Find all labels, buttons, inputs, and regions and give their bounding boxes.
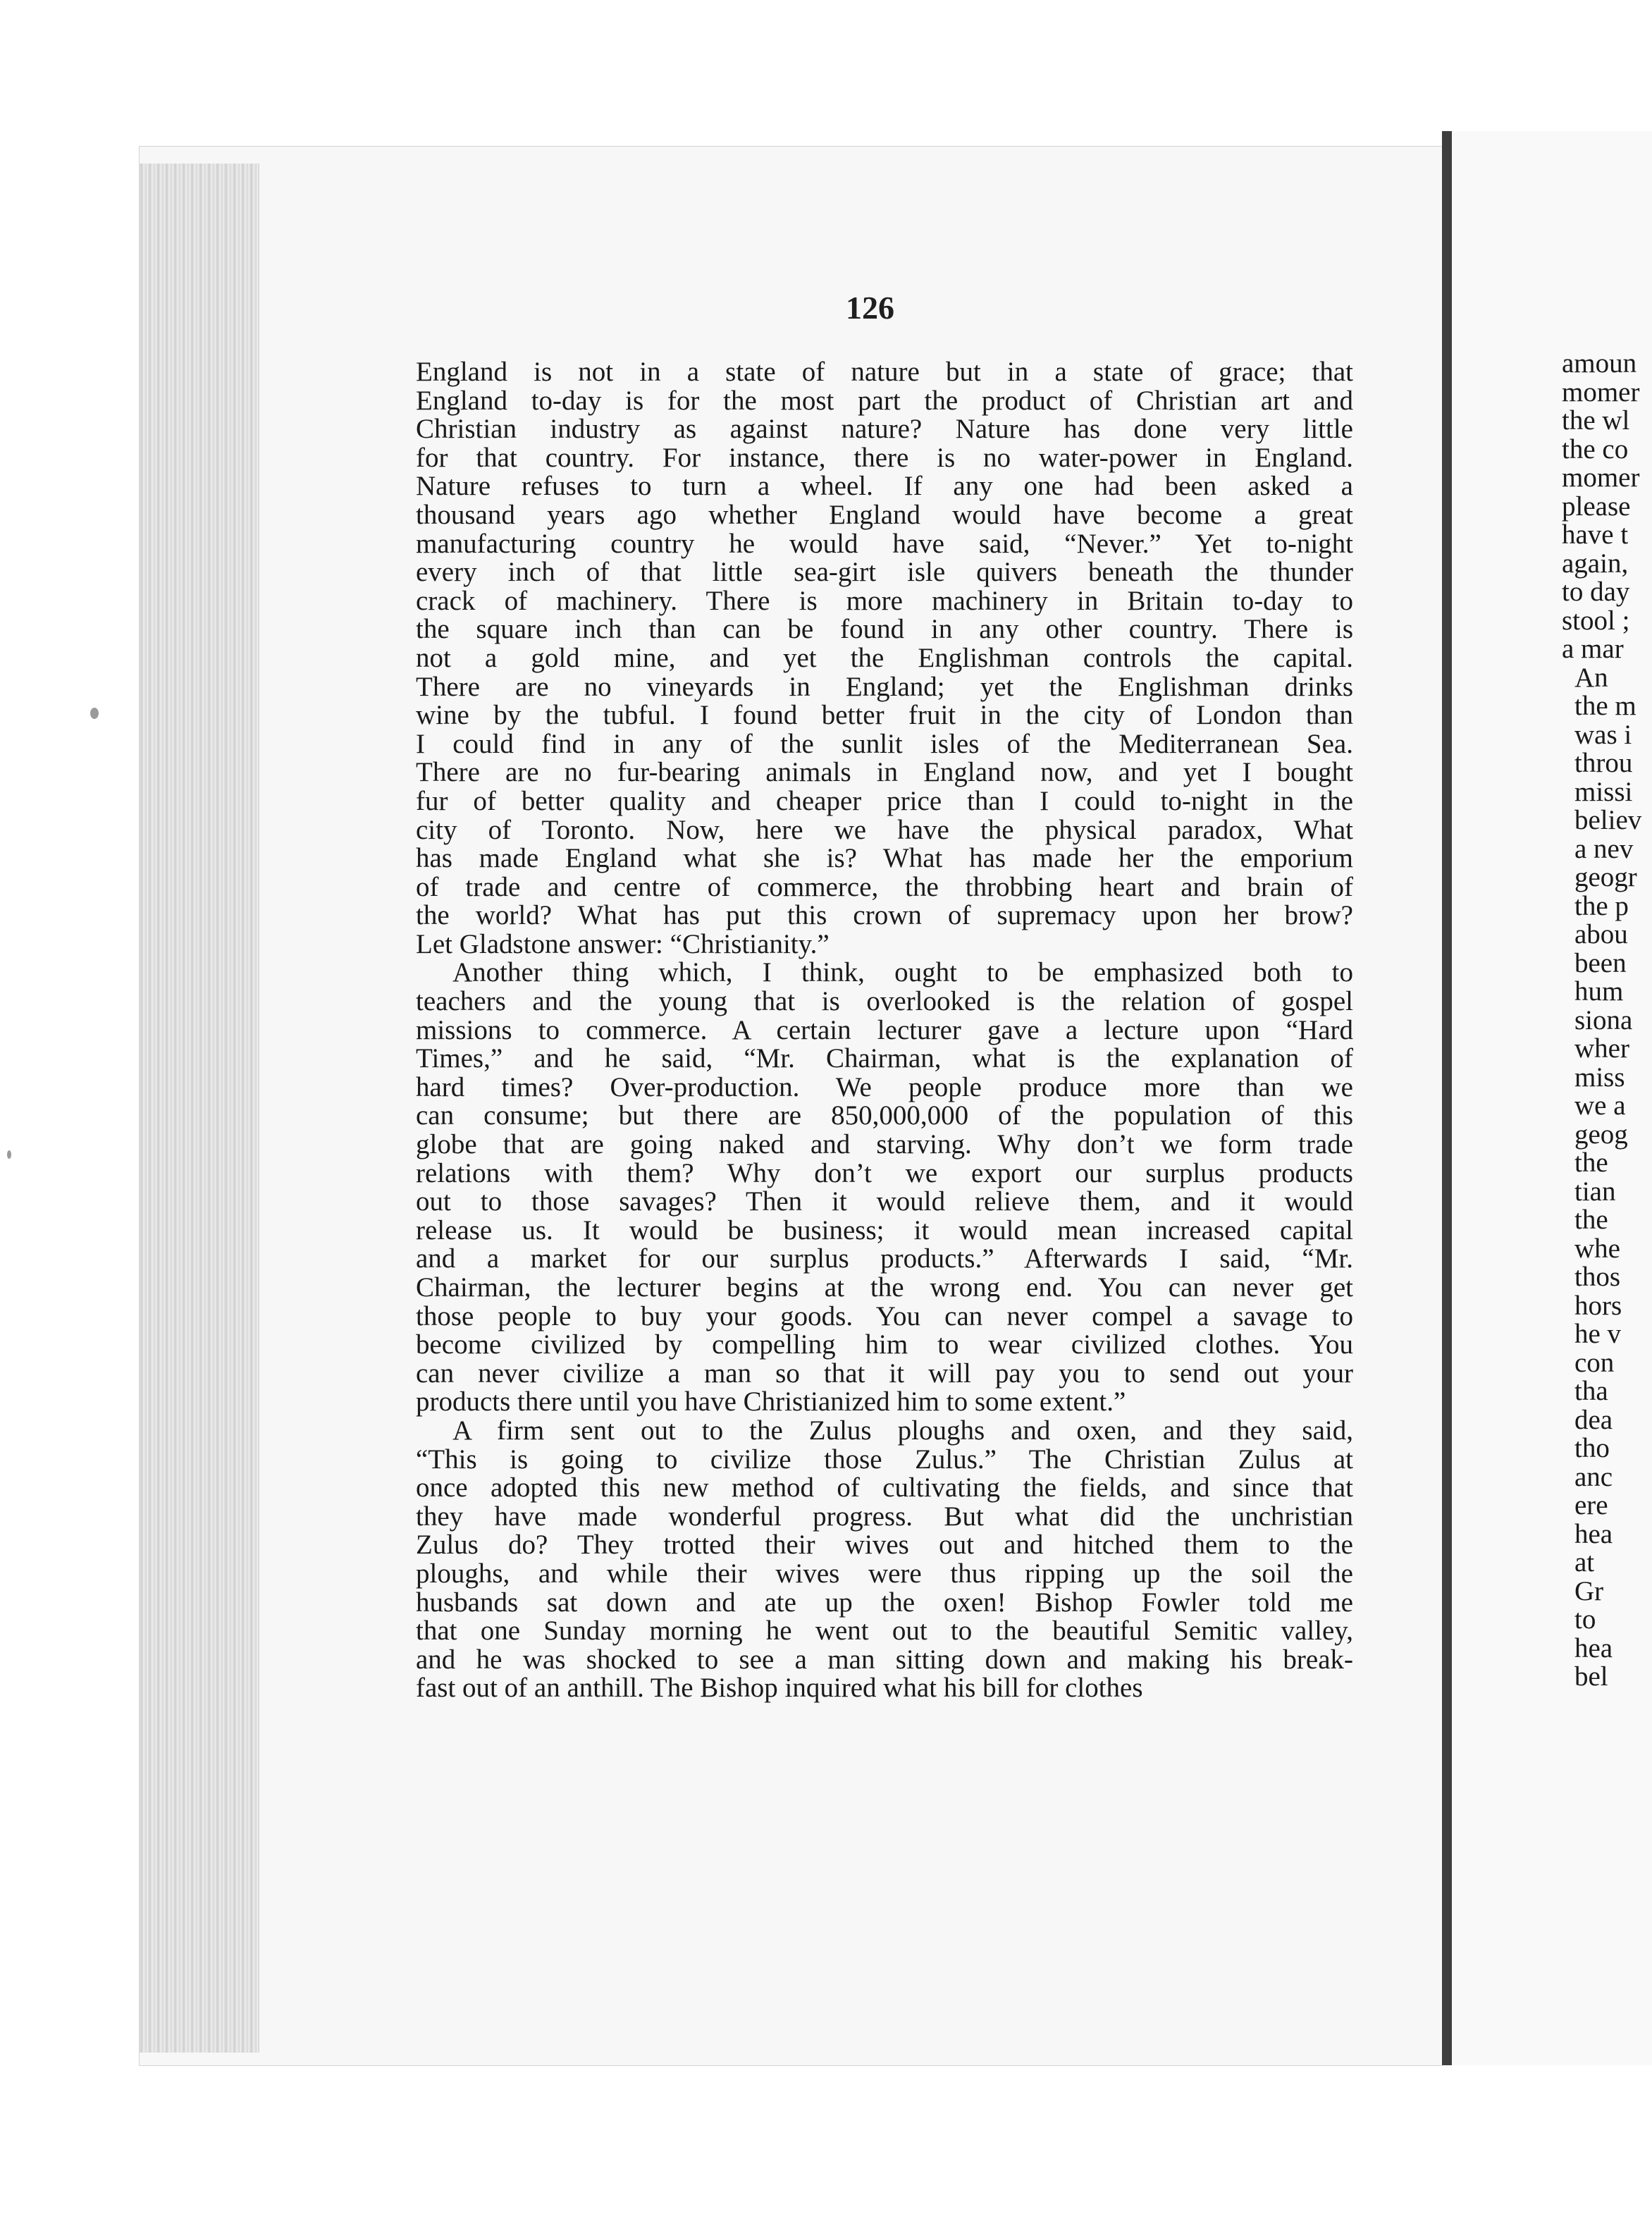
facing-page-line: again, [1562,548,1629,579]
facing-page-line: An [1574,662,1608,693]
text-line: once adopted this new method of cultivating the fields, and since that [416,1472,1353,1503]
text-line: Zulus do? They trotted their wives out and hitched them to the [416,1530,1353,1561]
text-line: relations with them? Why don’t we export our surplus products [416,1157,1353,1188]
facing-page-line: miss [1574,1062,1625,1093]
text-line: Christian industry as against nature? Nature has done very little [416,414,1353,445]
facing-page-line: thos [1574,1262,1621,1292]
facing-page-line: a nev [1574,833,1634,864]
text-line: There are no fur-bearing animals in England now, and yet I bought [416,757,1353,788]
text-line: become civilized by compelling him to wear civilized clothes. You [416,1329,1353,1360]
text-line: Times,” and he said, “Mr. Chairman, what is the explanation of [416,1043,1353,1074]
facing-page-line: dea [1574,1404,1613,1435]
facing-page-line: believ [1574,805,1642,835]
text-line: the square inch than can be found in any other country. There is [416,614,1353,645]
text-line: has made England what she is? What has made her the emporium [416,843,1353,874]
facing-page-text [1562,350,1652,1692]
book-spine [1442,131,1452,2065]
text-line: ploughs, and while their wives were thus ripping up the soil the [416,1558,1353,1589]
facing-page-line: geogr [1574,862,1637,892]
scan-speck [90,708,99,719]
text-line: globe that are going naked and starving. Why don’t we form trade [416,1129,1353,1160]
facing-page-line: wher [1574,1033,1629,1064]
facing-page-line: tha [1574,1376,1608,1406]
text-line: A firm sent out to the Zulus ploughs and oxen, and they said, [452,1415,1353,1446]
text-line: can never civilize a man so that it will pay you to send out your [416,1358,1353,1389]
facing-page-line: amoun [1562,350,1637,379]
facing-page-line: was i [1574,719,1632,750]
facing-page-line: tho [1574,1433,1610,1463]
facing-page-line: a mar [1562,634,1624,664]
text-line: can consume; but there are 850,000,000 of the population of this [416,1100,1353,1131]
facing-page-line: to day [1562,577,1630,607]
facing-page-line: hea [1574,1518,1613,1549]
text-line: and a market for our surplus products.” Afterwards I said, “Mr. [416,1243,1353,1274]
text-line: that one Sunday morning he went out to the beautiful Semitic valley, [416,1616,1353,1647]
text-line: husbands sat down and ate up the oxen! Bishop Fowler told me [416,1587,1353,1618]
facing-page-line: the [1574,1205,1608,1235]
facing-page-line: been [1574,947,1627,978]
facing-page-line: abou [1574,919,1628,949]
facing-page-line: hum [1574,976,1624,1007]
text-line: they have made wonderful progress. But what did the unchristian [416,1501,1353,1532]
facing-page-line: momer [1562,462,1640,493]
facing-page-line: stool ; [1562,605,1630,636]
text-line: “This is going to civilize those Zulus.” The Christian Zulus at [416,1444,1353,1475]
text-line: Nature refuses to turn a wheel. If any one had been asked a [416,471,1353,502]
text-line: release us. It would be business; it would mean increased capital [416,1214,1353,1245]
facing-page-line: the [1574,1148,1608,1178]
facing-page-line: siona [1574,1004,1633,1035]
text-line: and he was shocked to see a man sitting down and making his break- [416,1644,1353,1675]
text-line: the world? What has put this crown of supremacy upon her brow? [416,900,1353,931]
facing-page-line: at [1574,1547,1595,1577]
text-line: city of Toronto. Now, here we have the physical paradox, What [416,814,1353,845]
facing-page-line: ere [1574,1490,1608,1520]
text-line: missions to commerce. A certain lecturer gave a lecture upon “Hard [416,1014,1353,1045]
text-line: crack of machinery. There is more machinery in Britain to-day to [416,585,1353,616]
page-edges [140,164,259,2053]
facing-page-line: throu [1574,748,1633,778]
text-line: Let Gladstone answer: “Christianity.” [416,928,830,959]
text-line: thousand years ago whether England would have become a great [416,499,1353,530]
text-line: not a gold mine, and yet the Englishman controls the capital. [416,642,1353,673]
facing-page-line: anc [1574,1461,1613,1492]
text-line: fur of better quality and cheaper price than I could to-night in the [416,785,1353,816]
text-line: Another thing which, I think, ought to be emphasized both to [452,957,1353,988]
body-text [416,358,1353,1703]
text-line: every inch of that little sea-girt isle quivers beneath the thunder [416,557,1353,588]
facing-page-line: tian [1574,1176,1616,1207]
facing-page-line: momer [1562,376,1640,407]
text-line: those people to buy your goods. You can never compel a savage to [416,1300,1353,1331]
facing-page-line: whe [1574,1233,1620,1264]
facing-page-line: to [1574,1604,1596,1635]
text-line: manufacturing country he would have said, “Never.” Yet to-night [416,528,1353,559]
text-line: fast out of an anthill. The Bishop inquired what his bill for clothes [416,1673,1143,1704]
facing-page-line: we a [1574,1090,1626,1121]
page-number: 126 [846,290,894,326]
text-line: hard times? Over-production. We people produce more than we [416,1071,1353,1102]
facing-page-line: please [1562,491,1631,522]
facing-page-line: Gr [1574,1575,1604,1606]
facing-page-line: the co [1562,433,1629,465]
facing-page-line: bel [1574,1661,1608,1692]
text-line: Chairman, the lecturer begins at the wrong end. You can never get [416,1272,1353,1303]
facing-page-line: geog [1574,1119,1628,1150]
text-line: of trade and centre of commerce, the throbbing heart and brain of [416,871,1353,902]
text-line: for that country. For instance, there is no water-power in England. [416,442,1353,473]
facing-page-line: he v [1574,1319,1622,1349]
facing-page-line: have t [1562,519,1629,550]
facing-page-line: the p [1574,890,1629,921]
scan-speck [7,1150,11,1159]
text-line: teachers and the young that is overlooked is the relation of gospel [416,986,1353,1017]
facing-page-line: the m [1574,691,1636,721]
facing-page-line: con [1574,1347,1615,1378]
text-line: I could find in any of the sunlit isles of the Mediterranean Sea. [416,728,1353,759]
text-line: England is not in a state of nature but in a state of grace; that [416,357,1353,387]
text-line: products there until you have Christianized him to some extent.” [416,1386,1126,1417]
facing-page-line: the wl [1562,405,1630,436]
text-line: There are no vineyards in England; yet the Englishman drinks [416,671,1353,702]
facing-page-line: hea [1574,1632,1613,1663]
text-line: England to-day is for the most part the product of Christian art and [416,385,1353,416]
text-line: out to those savages? Then it would relieve them, and it would [416,1186,1353,1217]
facing-page-line: hors [1574,1290,1622,1321]
text-line: wine by the tubful. I found better fruit in the city of London than [416,700,1353,731]
facing-page-line: missi [1574,776,1633,807]
